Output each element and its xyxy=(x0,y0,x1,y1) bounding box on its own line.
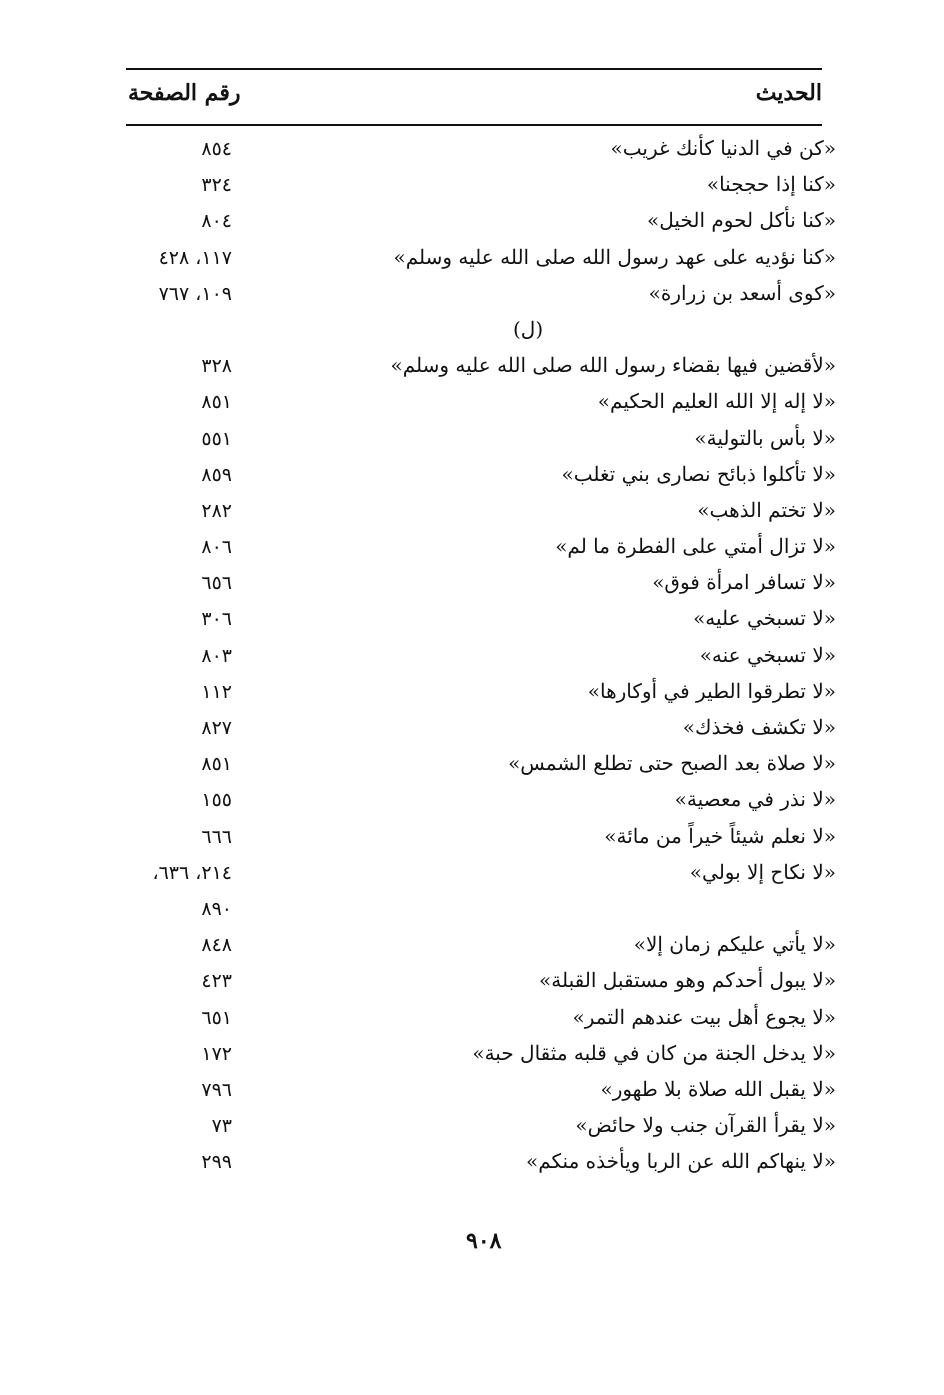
page-reference: ٨٩٠ xyxy=(201,897,232,920)
page-number-column-header: رقم الصفحة xyxy=(128,80,241,106)
page-reference: ٢٩٩ xyxy=(201,1151,232,1174)
page-reference: ٣٢٤ xyxy=(201,174,232,197)
page-reference: ٨٢٧ xyxy=(201,717,232,739)
hadith-text: «كنا نأكل لحوم الخيل» xyxy=(647,208,836,233)
index-row xyxy=(0,783,944,819)
hadith-column-header: الحديث xyxy=(755,80,822,106)
index-row xyxy=(0,422,944,458)
hadith-text: «لا يقبل الله صلاة بلا طهور» xyxy=(600,1076,836,1101)
hadith-text: «لا تختم الذهب» xyxy=(697,497,836,522)
index-row xyxy=(0,1037,944,1073)
index-entries xyxy=(0,132,944,1181)
page-reference: ٦٥١ xyxy=(201,1006,232,1029)
page-reference: ٣٢٨ xyxy=(201,355,232,378)
hadith-text: «لا تكشف فخذك» xyxy=(682,715,836,739)
index-row xyxy=(0,349,944,385)
hadith-text: «لأقضين فيها بقضاء رسول الله صلى الله عليه وسلم» xyxy=(390,353,836,378)
hadith-text: «لا إله إلا الله العليم الحكيم» xyxy=(597,389,836,414)
page-reference: ١٥٥ xyxy=(201,789,232,812)
hadith-text: «كنا إذا حججنا» xyxy=(706,172,836,197)
index-row xyxy=(0,711,944,747)
page-reference: ٨٥١ xyxy=(201,753,232,776)
page-number: ٩٠٨ xyxy=(466,1228,502,1254)
header-rule xyxy=(126,124,822,126)
page-reference: ٧٩٦ xyxy=(201,1078,232,1101)
hadith-text: «كن في الدنيا كأنك غريب» xyxy=(610,136,836,160)
index-row xyxy=(0,566,944,602)
page-reference: ٣٠٦ xyxy=(201,608,232,631)
index-row xyxy=(0,1001,944,1037)
page-reference: ٨٠٣ xyxy=(201,644,232,667)
index-row xyxy=(0,1145,944,1181)
page-reference: ٨٠٤ xyxy=(201,210,232,233)
index-row xyxy=(0,168,944,204)
page-reference: ٨٤٨ xyxy=(201,934,232,957)
index-row xyxy=(0,458,944,494)
index-row xyxy=(0,602,944,638)
index-row xyxy=(0,204,944,240)
hadith-text: «لا نكاح إلا بولي» xyxy=(689,859,836,884)
page-reference: ١١٧، ٤٢٨ xyxy=(158,246,232,269)
section-heading xyxy=(0,313,944,349)
hadith-text: «كوى أسعد بن زرارة» xyxy=(648,280,836,305)
index-row xyxy=(0,530,944,566)
page-reference: ٨٥١ xyxy=(201,391,232,414)
index-row xyxy=(0,675,944,711)
index-row xyxy=(0,1109,944,1145)
hadith-text: «كنا نؤديه على عهد رسول الله صلى الله عليه وسلم» xyxy=(393,244,836,269)
page-reference: ١١٢ xyxy=(201,680,232,703)
hadith-text: «لا تأكلوا ذبائح نصارى بني تغلب» xyxy=(561,461,836,486)
index-row xyxy=(0,277,944,313)
index-row xyxy=(0,892,944,928)
hadith-text: «لا تسبخي عليه» xyxy=(693,606,836,631)
index-row xyxy=(0,856,944,892)
page-reference: ١٠٩، ٧٦٧ xyxy=(158,282,232,305)
hadith-text: «لا تسافر امرأة فوق» xyxy=(652,570,836,595)
page-reference: ٥٥١ xyxy=(201,427,232,450)
hadith-text: «لا صلاة بعد الصبح حتى تطلع الشمس» xyxy=(508,751,836,776)
hadith-text: «لا نعلم شيئاً خيراً من مائة» xyxy=(604,823,836,848)
hadith-text: «لا تسبخي عنه» xyxy=(699,642,836,667)
page-reference: ٨٥٤ xyxy=(201,138,232,160)
page-reference: ٨٠٦ xyxy=(201,536,232,559)
page-reference: ١٧٢ xyxy=(201,1042,232,1065)
index-row xyxy=(0,132,944,168)
hadith-text: «لا نذر في معصية» xyxy=(674,787,836,812)
hadith-text: «لا يبول أحدكم وهو مستقبل القبلة» xyxy=(539,968,836,993)
index-row xyxy=(0,494,944,530)
page-reference: ٢٨٢ xyxy=(201,499,232,522)
page-reference: ٤٢٣ xyxy=(201,970,232,993)
hadith-text: «لا بأس بالتولية» xyxy=(694,425,836,450)
page-reference: ٢١٤، ٦٣٦، xyxy=(152,861,232,884)
page-reference: ٨٥٩ xyxy=(201,463,232,486)
section-letter: (ل) xyxy=(513,316,544,341)
hadith-text: «لا ينهاكم الله عن الربا ويأخذه منكم» xyxy=(525,1149,836,1174)
index-row xyxy=(0,820,944,856)
index-row xyxy=(0,639,944,675)
page-reference: ٧٣ xyxy=(211,1115,232,1138)
index-row xyxy=(0,385,944,421)
index-row xyxy=(0,241,944,277)
hadith-text: «لا يقرأ القرآن جنب ولا حائض» xyxy=(575,1113,836,1138)
hadith-text: «لا تزال أمتي على الفطرة ما لم» xyxy=(555,534,836,559)
hadith-text: «لا تطرقوا الطير في أوكارها» xyxy=(587,678,836,703)
top-rule xyxy=(126,68,822,70)
index-row xyxy=(0,747,944,783)
page-reference: ٦٥٦ xyxy=(201,572,232,595)
page-reference: ٦٦٦ xyxy=(201,825,232,848)
hadith-text: «لا يأتي عليكم زمان إلا» xyxy=(633,932,836,957)
index-row xyxy=(0,964,944,1000)
index-row xyxy=(0,1073,944,1109)
hadith-text: «لا يجوع أهل بيت عندهم التمر» xyxy=(572,1004,836,1029)
index-row xyxy=(0,928,944,964)
hadith-text: «لا يدخل الجنة من كان في قلبه مثقال حبة» xyxy=(472,1040,836,1065)
